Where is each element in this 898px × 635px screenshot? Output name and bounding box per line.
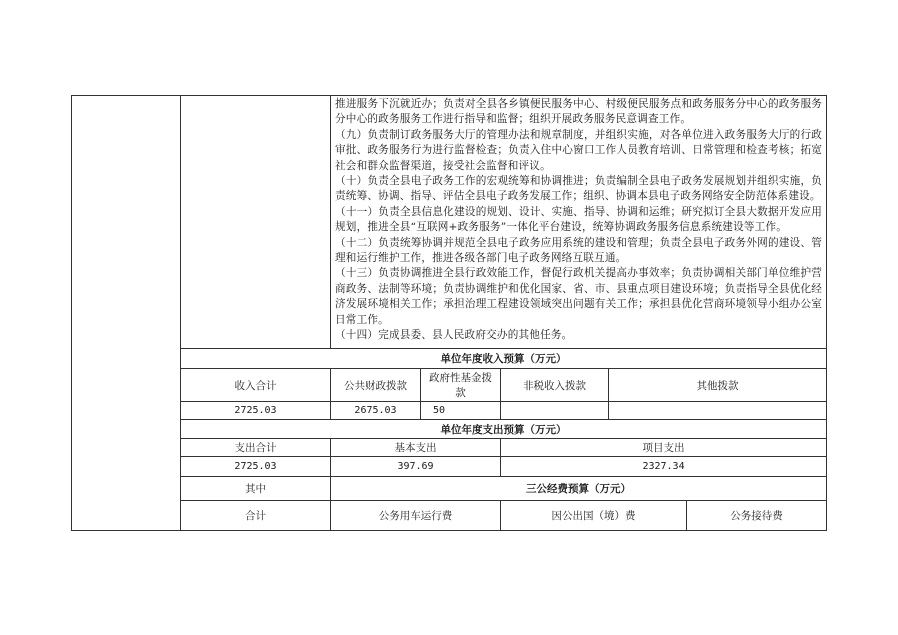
duties-label-cell xyxy=(181,96,331,349)
income-total-header: 收入合计 xyxy=(181,369,331,402)
reception-cost-header: 公务接待费 xyxy=(687,501,827,531)
income-public-finance-header: 公共财政拨款 xyxy=(331,369,421,402)
income-value-row xyxy=(72,402,827,420)
expense-header-row xyxy=(72,439,827,457)
expense-basic-value: 397.69 xyxy=(331,457,501,477)
income-gov-fund-header: 政府性基金拨款 xyxy=(421,369,501,402)
duty-paragraph: 推进服务下沉就近办；负责对全县各乡镇便民服务中心、村级便民服务点和政务服务分中心的政务服务分中心的政务服务工作进行指导和监督；组织开展政务服务民意调查工作。 xyxy=(335,98,823,126)
income-other-header: 其他拨款 xyxy=(609,369,827,402)
expense-total-header: 支出合计 xyxy=(181,439,331,457)
three-public-total-header: 合计 xyxy=(181,501,331,531)
income-title-row xyxy=(72,349,827,369)
income-non-tax-value xyxy=(501,402,609,420)
duty-paragraph: （十）负责全县电子政务工作的宏观统筹和协调推进；负责编制全县电子政务发展规划并组织实施，负责统筹、协调、指导、评估全县电子政务发展工作；组织、协调本县电子政务网络安全防范体系建设。 xyxy=(335,175,823,203)
three-public-title: 三公经费预算（万元） xyxy=(331,477,827,501)
income-title: 单位年度收入预算（万元） xyxy=(181,349,827,369)
income-non-tax-header: 非税收入拨款 xyxy=(501,369,609,402)
duty-paragraph: （十一）负责全县信息化建设的规划、设计、实施、指导、协调和运维；研究拟订全县大数据开发应用规划，推进全县“互联网+政务服务”一体化平台建设，统筹协调政务服务信息系统建设等工作。 xyxy=(335,205,823,234)
income-other-value xyxy=(609,402,827,420)
income-public-finance-value: 2675.03 xyxy=(331,402,421,420)
duty-paragraph: （九）负责制订政务服务大厅的管理办法和规章制度，并组织实施，对各单位进入政务服务大厅的行政审批、政务服务行为进行监督检查；负责入住中心窗口工作人员教育培训、日常管理和检查考核；拓宽社会和群众监督渠道，接受社会监督和评议。 xyxy=(335,128,823,172)
expense-value-row xyxy=(72,457,827,477)
income-total-value: 2725.03 xyxy=(181,402,331,420)
expense-basic-header: 基本支出 xyxy=(331,439,501,457)
expense-total-value: 2725.03 xyxy=(181,457,331,477)
expense-project-value: 2327.34 xyxy=(501,457,827,477)
left-margin-cell xyxy=(72,96,181,531)
expense-title: 单位年度支出预算（万元） xyxy=(181,420,827,439)
three-public-header-row xyxy=(72,501,827,531)
vehicle-cost-header: 公务用车运行费 xyxy=(331,501,501,531)
three-public-title-row xyxy=(72,477,827,501)
duty-paragraph: （十二）负责统筹协调并规范全县电子政务应用系统的建设和管理；负责全县电子政务外网的建设、管理和运行维护工作，推进各级各部门电子政务网络互联互通。 xyxy=(335,236,823,265)
expense-title-row xyxy=(72,420,827,439)
duties-text-cell xyxy=(331,96,827,349)
duties-row xyxy=(72,96,827,349)
abroad-cost-header: 因公出国（境）费 xyxy=(501,501,687,531)
duty-paragraph: （十三）负责协调推进全县行政效能工作，督促行政机关提高办事效率；负责协调相关部门单位维护营商政务、法制等环境；负责协调维护和优化国家、省、市、县重点项目建设环境；负责指导全县优化经济发展环境相关工作；承担治理工程建设领域突出问题有关工作；承担县优化营商环境领导小组办公室日常工作。 xyxy=(335,267,823,326)
budget-table xyxy=(71,95,827,531)
expense-project-header: 项目支出 xyxy=(501,439,827,457)
income-gov-fund-value: 50 xyxy=(421,402,501,420)
income-header-row xyxy=(72,369,827,402)
of-which-label: 其中 xyxy=(181,477,331,501)
duty-paragraph: （十四）完成县委、县人民政府交办的其他任务。 xyxy=(335,329,573,342)
